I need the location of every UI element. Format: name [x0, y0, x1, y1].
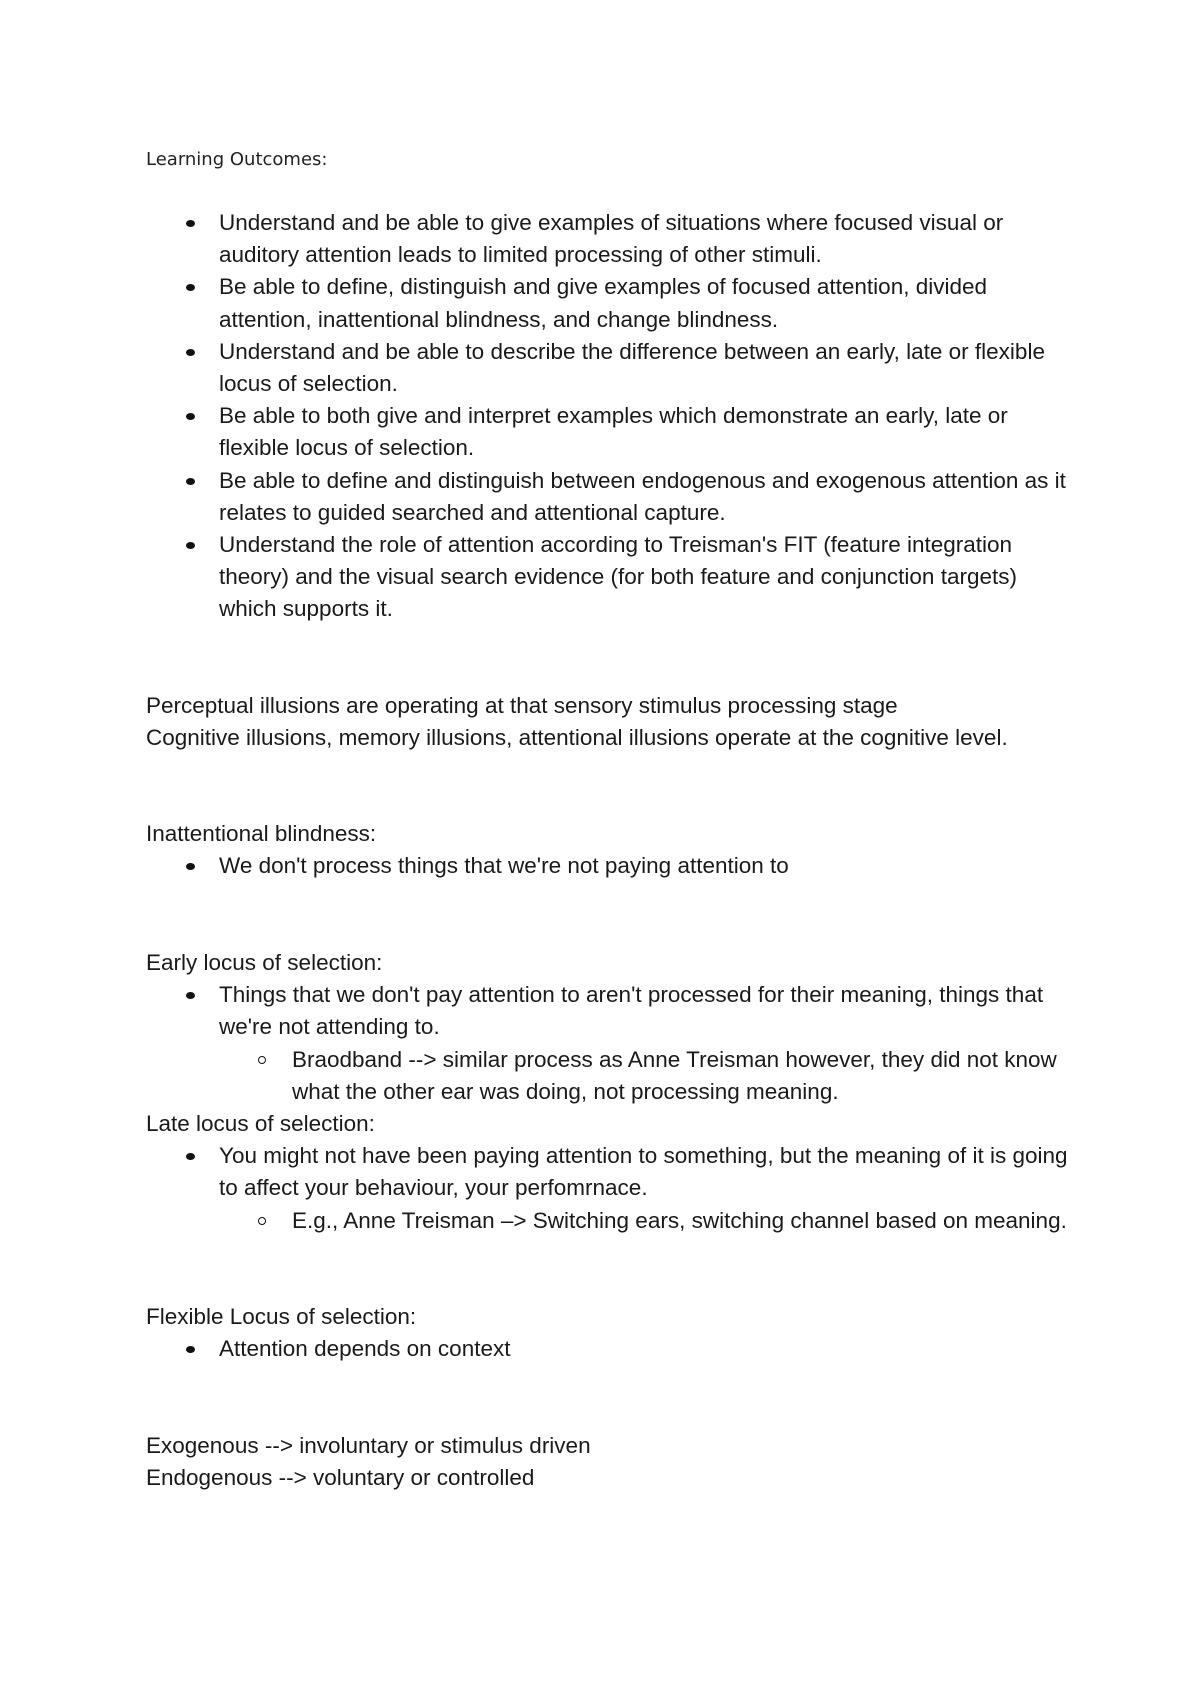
exogenous-definition: Exogenous --> involuntary or stimulus driven — [146, 1433, 591, 1458]
early-late-section — [146, 947, 1076, 1237]
cognitive-illusions-text: Cognitive illusions, memory illusions, attentional illusions operate at the cognitive level. — [146, 725, 1008, 751]
list-item: Understand and be able to describe the difference between an early, late or flexible locus of selection. — [146, 336, 1076, 400]
bullet-icon — [186, 992, 195, 999]
illusions-section — [146, 690, 1076, 754]
bullet-icon — [186, 478, 195, 485]
endogenous-definition: Endogenous --> voluntary or controlled — [146, 1465, 535, 1491]
early-locus-title: Early locus of selection: — [146, 950, 383, 975]
bullet-icon — [186, 349, 195, 356]
list-item: Be able to define and distinguish between endogenous and exogenous attention as it relates to guided searched and attentional capture. — [146, 465, 1076, 529]
flexible-locus-title: Flexible Locus of selection: — [146, 1304, 417, 1329]
learning-outcomes-heading: Learning Outcomes: — [146, 149, 328, 170]
flexible-locus-section — [146, 1301, 1076, 1365]
list-item: We don't process things that we're not paying attention to — [146, 850, 1076, 882]
list-item: You might not have been paying attention to something, but the meaning of it is going to affect your behaviour, your perfomrnace. — [146, 1140, 1076, 1204]
late-locus-title: Late locus of selection: — [146, 1111, 375, 1137]
list-item: Be able to define, distinguish and give examples of focused attention, divided attention, inattentional blindness, and change blindness. — [146, 271, 1076, 335]
list-item: Things that we don't pay attention to aren't processed for their meaning, things that we're not attending to. — [146, 979, 1076, 1043]
hollow-bullet-icon — [258, 1217, 266, 1225]
bullet-icon — [186, 220, 195, 227]
bullet-icon — [186, 1153, 195, 1160]
list-item: Be able to both give and interpret examples which demonstrate an early, late or flexible locus of selection. — [146, 400, 1076, 464]
perceptual-illusions-text: Perceptual illusions are operating at that sensory stimulus processing stage — [146, 693, 898, 718]
sub-list-item: E.g., Anne Treisman –> Switching ears, switching channel based on meaning. — [146, 1205, 1076, 1237]
hollow-bullet-icon — [258, 1056, 266, 1064]
list-item: Understand and be able to give examples of situations where focused visual or auditory attention leads to limited processing of other stimuli. — [146, 207, 1076, 271]
bullet-icon — [186, 1346, 195, 1353]
bullet-icon — [186, 542, 195, 549]
learning-outcomes-list — [146, 207, 1076, 626]
bullet-icon — [186, 863, 195, 870]
inattentional-blindness-section — [146, 818, 1076, 882]
bullet-icon — [186, 413, 195, 420]
list-item: Understand the role of attention according to Treisman's FIT (feature integration theory) and the visual search evidence (for both feature and conjunction targets) which supports it. — [146, 529, 1076, 626]
list-item: Attention depends on context — [146, 1333, 1076, 1365]
definitions-section — [146, 1430, 1076, 1494]
sub-list-item: Braodband --> similar process as Anne Treisman however, they did not know what the other ear was doing, not processing meaning. — [146, 1044, 1076, 1108]
bullet-icon — [186, 284, 195, 291]
inattentional-blindness-title: Inattentional blindness: — [146, 821, 377, 846]
